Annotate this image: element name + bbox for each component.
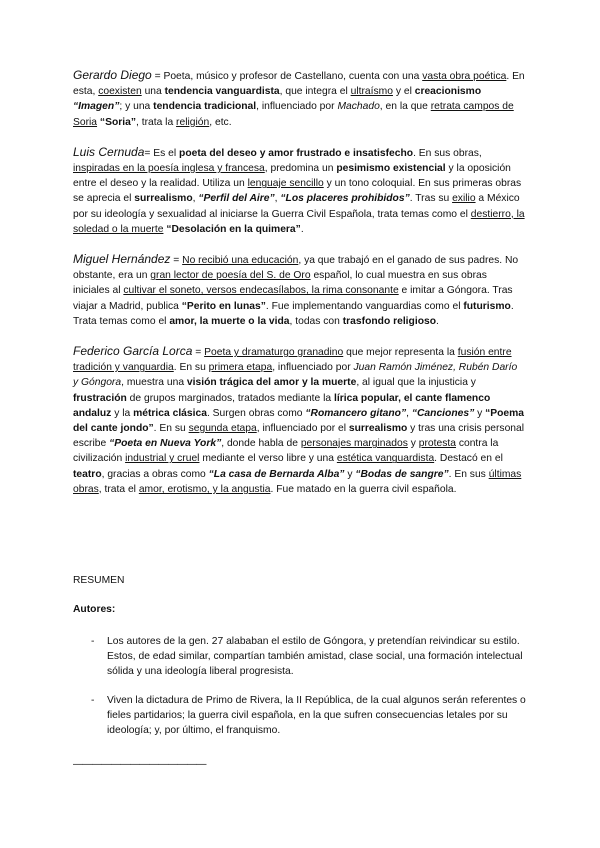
underlined-text: coexisten [98, 86, 142, 98]
bold-text: tendencia vanguardista [164, 86, 280, 98]
text: y el [392, 86, 415, 98]
text: , ya que trabajó en el ganado de sus padres. No obstante, era un [73, 255, 519, 282]
underlined-text: inspiradas en la poesía inglesa y francesa [73, 163, 265, 175]
underlined-text: exilio [452, 193, 476, 205]
bold-text: surrealismo [348, 423, 408, 435]
underlined-text: No recibió una educación [182, 255, 299, 267]
italic-text: Juan Ramón Jiménez, Rubén Darío y Góngora [73, 362, 518, 389]
italic-text: Machado [337, 101, 380, 113]
bullet-marker: - [91, 636, 95, 647]
bold-text: frustración [73, 392, 127, 404]
list-item-text: Viven la dictadura de Primo de Rivera, la II República, de la cual algunos serán referentes o fieles partidarios; la guerra civil española, en la que sufren consecuencias letales por su ideología; y, por último, el franquismo. [107, 695, 526, 737]
entry-luis-cernuda [73, 145, 525, 237]
divider-line: —————————————— [73, 759, 206, 770]
text: . En sus obras, [413, 147, 482, 159]
underlined-text: últimas obras [73, 468, 522, 495]
text: . Tras su [409, 193, 453, 205]
work-title: “Imagen” [73, 101, 120, 113]
work-title: “Poeta en Nueva York” [109, 438, 222, 450]
text: = [192, 347, 205, 359]
underlined-text: Poeta y dramaturgo granadino [204, 347, 344, 359]
text: , influenciado por el [256, 423, 349, 435]
author-name: Gerardo Diego [73, 68, 152, 82]
underlined-text: segunda etapa [188, 423, 257, 435]
work-title: “Soria” [99, 116, 136, 128]
text: , trata el [98, 483, 139, 495]
list-item [91, 634, 531, 680]
underlined-text: industrial y cruel [125, 453, 200, 465]
text: . [436, 315, 439, 327]
bold-text: trasfondo religioso [342, 315, 437, 327]
text: de grupos marginados, tratados mediante la [126, 392, 335, 404]
text: , influenciado por [272, 362, 354, 374]
text: a México por su ideología y sexualidad al iniciarse la Guerra Civil Española, trata temas como el [73, 193, 520, 220]
text: . Destacó en el [434, 453, 503, 465]
work-title: “Canciones” [411, 407, 475, 419]
document-body [73, 68, 525, 512]
bold-text: creacionismo [414, 86, 482, 98]
text: , todas con [289, 315, 343, 327]
bold-text: futurismo [463, 300, 511, 312]
work-title: “Romancero gitano” [305, 407, 407, 419]
text: , que integra el [279, 86, 351, 98]
bold-text: métrica clásica [133, 407, 207, 419]
underlined-text: ultraísmo [350, 86, 393, 98]
underlined-text: cultivar el soneto, versos endecasílabos, la rima consonante [123, 285, 399, 297]
work-title: “Poema del cante jondo” [73, 407, 525, 435]
work-title: “Los placeres prohibidos” [280, 193, 410, 205]
underlined-text: personajes marginados [300, 438, 408, 450]
underlined-text: primera etapa [208, 362, 273, 374]
text: e imitar a Góngora. Tras viajar a Madrid, publica [73, 285, 513, 312]
underlined-text: gran lector de poesía del S. de Oro [150, 270, 311, 282]
text: . [300, 223, 304, 235]
text: . Fue matado en la guerra civil española. [270, 483, 457, 495]
underlined-text: vasta obra poética [422, 71, 507, 82]
underlined-text: protesta [418, 438, 456, 450]
text: , [406, 407, 412, 419]
underlined-text: lenguaje sencillo [247, 178, 324, 190]
text: , al igual que la injusticia y [356, 377, 476, 389]
text: , trata la [135, 116, 177, 128]
entry-gerardo-diego [73, 68, 525, 130]
bullet-marker: - [91, 695, 95, 706]
author-name: Luis Cernuda [73, 144, 145, 159]
list-item-text: Los autores de la gen. 27 alababan el estilo de Góngora, y pretendían reivindicar su estilo. Estos, de edad similar, compartían también amistad, clase social, una formación intelectual sólida y una ideología liberal progresista. [107, 636, 523, 678]
entry-federico-garcia-lorca [73, 344, 525, 497]
text: contra la civilización [73, 438, 499, 465]
bold-text: tendencia tradicional [153, 101, 257, 113]
list-item [91, 693, 531, 739]
underlined-text: destierro, la soledad o la muerte [73, 208, 525, 235]
text: . En esta, [73, 71, 525, 98]
text: . Surgen obras como [206, 407, 306, 419]
text: , donde habla de [221, 438, 301, 450]
text: y la oposición entre el deseo y la realidad. Utiliza un [73, 163, 511, 190]
entry-miguel-hernandez [73, 252, 525, 329]
summary-heading: RESUMEN [73, 575, 125, 586]
text: = Poeta, músico y profesor de Castellano, cuenta con una [151, 71, 423, 82]
text: = [170, 255, 183, 267]
underlined-text: estética vanguardista [336, 453, 435, 465]
text: español, lo cual muestra en sus obras iniciales al [73, 270, 487, 297]
work-title: “Perito en lunas” [181, 300, 266, 312]
text: y un tono coloquial. En sus primeras obras se aprecia el [73, 178, 522, 205]
text: , muestra una [121, 377, 187, 389]
work-title: “Perfil del Aire” [198, 193, 275, 205]
text: que mejor representa la [343, 347, 458, 359]
text: y la [111, 407, 134, 419]
text: y [474, 407, 486, 419]
author-name: Miguel Hernández [73, 252, 171, 267]
work-title: “La casa de Bernarda Alba” [208, 468, 345, 480]
text: , influenciado por [256, 101, 338, 113]
underlined-text: fusión entre tradición y vanguardia [73, 347, 512, 374]
underlined-text: amor, erotismo, y la angustia [138, 483, 271, 495]
text: . Fue implementando vanguardias como el [265, 300, 464, 312]
text: , [192, 193, 199, 205]
bold-text: pesimismo existencial [336, 163, 446, 175]
text: . En sus [448, 468, 489, 480]
text: , predomina un [264, 163, 337, 175]
text: = Es el [144, 147, 180, 159]
text: . Trata temas como el [73, 300, 514, 327]
text: una [141, 86, 165, 98]
text: y [407, 438, 419, 450]
text: ; y una [119, 101, 154, 113]
authors-subheading: Autores: [73, 604, 116, 615]
text: . En su [173, 362, 209, 374]
work-title: “Desolación en la quimera” [166, 223, 301, 235]
bold-text: visión trágica del amor y la muerte [186, 377, 357, 389]
underlined-text: religión [176, 116, 210, 128]
text: . En su [153, 423, 189, 435]
bold-text: lírica popular, el cante flamenco andaluz [73, 392, 491, 419]
text: , en la que [379, 101, 431, 113]
underlined-text: retrata campos de Soria [73, 101, 514, 128]
text: , gracias a obras como [101, 468, 209, 480]
text: mediante el verso libre y una [199, 453, 337, 465]
bold-text: amor, la muerte o la vida [169, 315, 290, 327]
text: y [344, 468, 356, 480]
bold-text: surrealismo [134, 193, 193, 205]
text: y tras una crisis personal escribe [73, 423, 525, 450]
bold-text: teatro [73, 468, 102, 480]
author-name: Federico García Lorca [73, 344, 193, 359]
work-title: “Bodas de sangre” [355, 468, 449, 480]
text: , etc. [209, 116, 232, 128]
text: , [274, 193, 281, 205]
bold-text: poeta del deseo y amor frustrado e insatisfecho [179, 147, 414, 159]
